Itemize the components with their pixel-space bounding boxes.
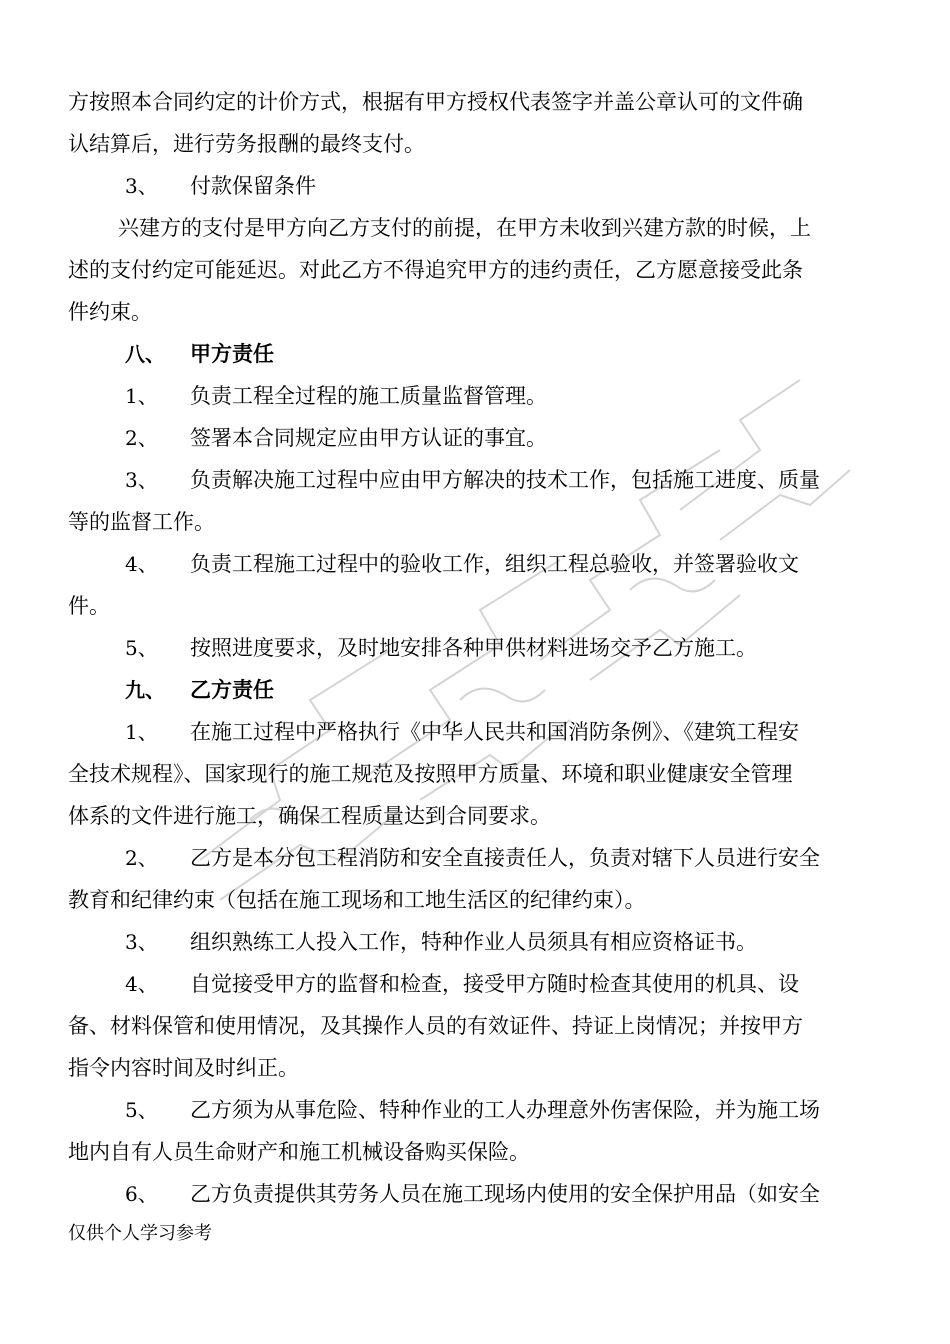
paragraph-line: 体系的文件进行施工，确保工程质量达到合同要求。 [68,804,551,828]
item-number: 1、 [125,720,158,744]
item-text: 乙方须为从事危险、特种作业的工人办理意外伤害保险，并为施工场 [190,1098,820,1122]
item-text: 自觉接受甲方的监督和检查，接受甲方随时检查其使用的机具、设 [190,972,799,996]
paragraph-line: 全技术规程》、国家现行的施工规范及按照甲方质量、环境和职业健康安全管理 [68,762,793,786]
item-number: 3、 [125,468,158,492]
item-number: 2、 [125,426,158,450]
item-number: 2、 [125,846,158,870]
section-number: 八、 [125,342,165,366]
paragraph-line: 备、材料保管和使用情况，及其操作人员的有效证件、持证上岗情况；并按甲方 [68,1014,803,1038]
item-number: 1、 [125,384,158,408]
item-text: 乙方是本分包工程消防和安全直接责任人，负责对辖下人员进行安全 [190,846,820,870]
paragraph-line: 件。 [68,594,110,618]
item-text: 组织熟练工人投入工作，特种作业人员须具有相应资格证书。 [190,930,757,954]
item-number: 4、 [125,552,158,576]
paragraph-line: 等的监督工作。 [68,510,215,534]
paragraph-line: 述的支付约定可能延迟。对此乙方不得追究甲方的违约责任，乙方愿意接受此条 [68,258,803,282]
item-text: 负责解决施工过程中应由甲方解决的技术工作，包括施工进度、质量 [190,468,820,492]
item-number: 6、 [125,1182,158,1206]
item-text: 负责工程施工过程中的验收工作，组织工程总验收，并签署验收文 [190,552,799,576]
item-number: 4、 [125,972,158,996]
section-heading: 甲方责任 [190,341,274,366]
paragraph-line: 指令内容时间及时纠正。 [68,1056,299,1080]
paragraph-line: 兴建方的支付是甲方向乙方支付的前提，在甲方未收到兴建方款的时候，上 [118,216,811,240]
item-number: 3、 [125,174,158,198]
item-text: 乙方负责提供其劳务人员在施工现场内使用的安全保护用品（如安全 [190,1182,820,1206]
paragraph-line: 件约束。 [68,300,152,324]
section-number: 九、 [125,678,165,702]
paragraph-line: 方按照本合同约定的计价方式，根据有甲方授权代表签字并盖公章认可的文件确 [68,90,803,114]
item-text: 签署本合同规定应由甲方认证的事宜。 [190,426,547,450]
paragraph-line: 教育和纪律约束（包括在施工现场和工地生活区的纪律约束）。 [68,888,646,912]
paragraph-line: 地内自有人员生命财产和施工机械设备购买保险。 [68,1140,530,1164]
item-number: 3、 [125,930,158,954]
section-heading: 乙方责任 [190,677,274,702]
item-text: 按照进度要求，及时地安排各种甲供材料进场交予乙方施工。 [190,636,757,660]
page-footer: 仅供个人学习参考 [68,1223,212,1244]
item-number: 5、 [125,636,158,660]
item-number: 5、 [125,1098,158,1122]
item-text: 付款保留条件 [190,174,316,198]
item-text: 负责工程全过程的施工质量监督管理。 [190,384,547,408]
item-text: 在施工过程中严格执行《中华人民共和国消防条例》、《建筑工程安 [190,720,799,744]
paragraph-line: 认结算后，进行劳务报酬的最终支付。 [68,132,425,156]
